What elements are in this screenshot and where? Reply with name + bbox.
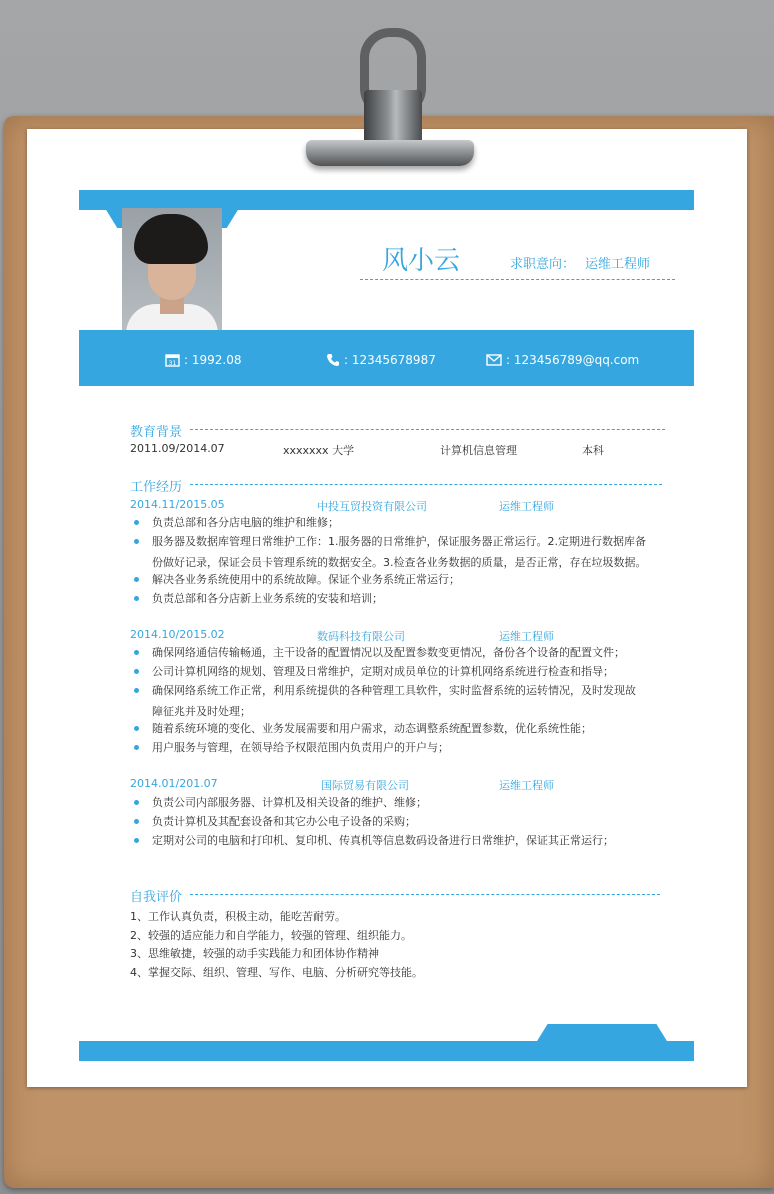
- job-1-period: 2014.11/2015.05: [130, 498, 225, 511]
- job-2-item: 确保网络系统工作正常，利用系统提供的各种管理工具软件，实时监督系统的运转情况，及时发现故: [152, 681, 636, 700]
- self-eval-item: 1、工作认真负责，积极主动，能吃苦耐劳。: [130, 910, 346, 923]
- job-1-item-cont: 份做好记录，保证会员卡管理系统的数据安全。3.检查各业务数据的质量，是否正常，存在垃圾数据。: [152, 556, 647, 569]
- email-icon: [486, 354, 502, 366]
- job-2-item-cont: 障征兆并及时处理；: [152, 705, 251, 718]
- work-divider: [190, 484, 662, 485]
- job-3-item: 负责公司内部服务器、计算机及相关设备的维护、维修；: [152, 793, 427, 812]
- job-1-company: 中投互贸投资有限公司: [317, 500, 427, 513]
- job-2-item: 用户服务与管理，在领导给予权限范围内负责用户的开户与；: [152, 738, 449, 757]
- job-2-item: 公司计算机网络的规划、管理及日常维护，定期对成员单位的计算机网络系统进行检查和指导；: [152, 662, 614, 681]
- calendar-icon: [165, 353, 180, 367]
- birth-info: [165, 353, 241, 367]
- job-1-item: 负责总部和各分店电脑的维护和维修；: [152, 513, 339, 532]
- self-eval-item: 3、思维敏捷，较强的动手实践能力和团体协作精神: [130, 947, 379, 960]
- profile-photo: [122, 208, 222, 340]
- self-eval-divider: [190, 894, 660, 895]
- phone-value: : 12345678987: [344, 353, 436, 367]
- candidate-name: 风小云: [382, 246, 461, 276]
- job-3-period: 2014.01/201.07: [130, 777, 218, 790]
- edu-school: xxxxxxx 大学: [283, 444, 355, 457]
- photo-hair: [134, 214, 208, 264]
- birth-value: : 1992.08: [184, 353, 242, 367]
- calendar-day: 31: [168, 360, 177, 367]
- objective-label: 求职意向：: [510, 257, 576, 272]
- work-title: 工作经历: [130, 480, 183, 495]
- job-2-period: 2014.10/2015.02: [130, 628, 225, 641]
- email-info: [486, 353, 639, 367]
- education-title: 教育背景: [130, 425, 183, 440]
- job-2-item: 确保网络通信传输畅通，主干设备的配置情况以及配置参数变更情况，备份各个设备的配置文件；: [152, 643, 625, 662]
- job-2-company: 数码科技有限公司: [317, 630, 405, 643]
- edu-period: 2011.09/2014.07: [130, 442, 225, 455]
- job-1-item: 解决各业务系统使用中的系统故障。保证个业务系统正常运行；: [152, 570, 460, 589]
- phone-icon: [326, 353, 340, 367]
- job-1-role: 运维工程师: [499, 500, 554, 513]
- footer-accent-bar: [79, 1041, 694, 1061]
- email-value: : 123456789@qq.com: [506, 353, 640, 367]
- self-eval-item: 2、较强的适应能力和自学能力，较强的管理、组织能力。: [130, 929, 412, 942]
- job-3-item: 定期对公司的电脑和打印机、复印机、传真机等信息数码设备进行日常维护，保证其正常运行；: [152, 831, 614, 850]
- job-1-item: 负责总部和各分店新上业务系统的安装和培训；: [152, 589, 383, 608]
- job-3-item: 负责计算机及其配套设备和其它办公电子设备的采购；: [152, 812, 416, 831]
- job-1-item: 服务器及数据库管理日常维护工作：1.服务器的日常维护，保证服务器正常运行。2.定期进行数据库备: [152, 532, 646, 551]
- phone-info: [326, 353, 436, 367]
- self-eval-title: 自我评价: [130, 890, 183, 905]
- education-divider: [190, 429, 665, 430]
- objective-value: 运维工程师: [585, 257, 651, 272]
- self-eval-item: 4、掌握交际、组织、管理、写作、电脑、分析研究等技能。: [130, 966, 423, 979]
- binder-clip-base: [306, 140, 474, 166]
- job-objective: [510, 253, 650, 272]
- job-2-role: 运维工程师: [499, 630, 554, 643]
- binder-clip-body: [364, 90, 422, 146]
- job-2-item: 随着系统环境的变化、业务发展需要和用户需求，动态调整系统配置参数，优化系统性能；: [152, 719, 592, 738]
- edu-major: 计算机信息管理: [440, 444, 517, 457]
- job-3-company: 国际贸易有限公司: [321, 779, 409, 792]
- header-divider: [360, 279, 675, 280]
- edu-degree: 本科: [582, 444, 604, 457]
- job-3-role: 运维工程师: [499, 779, 554, 792]
